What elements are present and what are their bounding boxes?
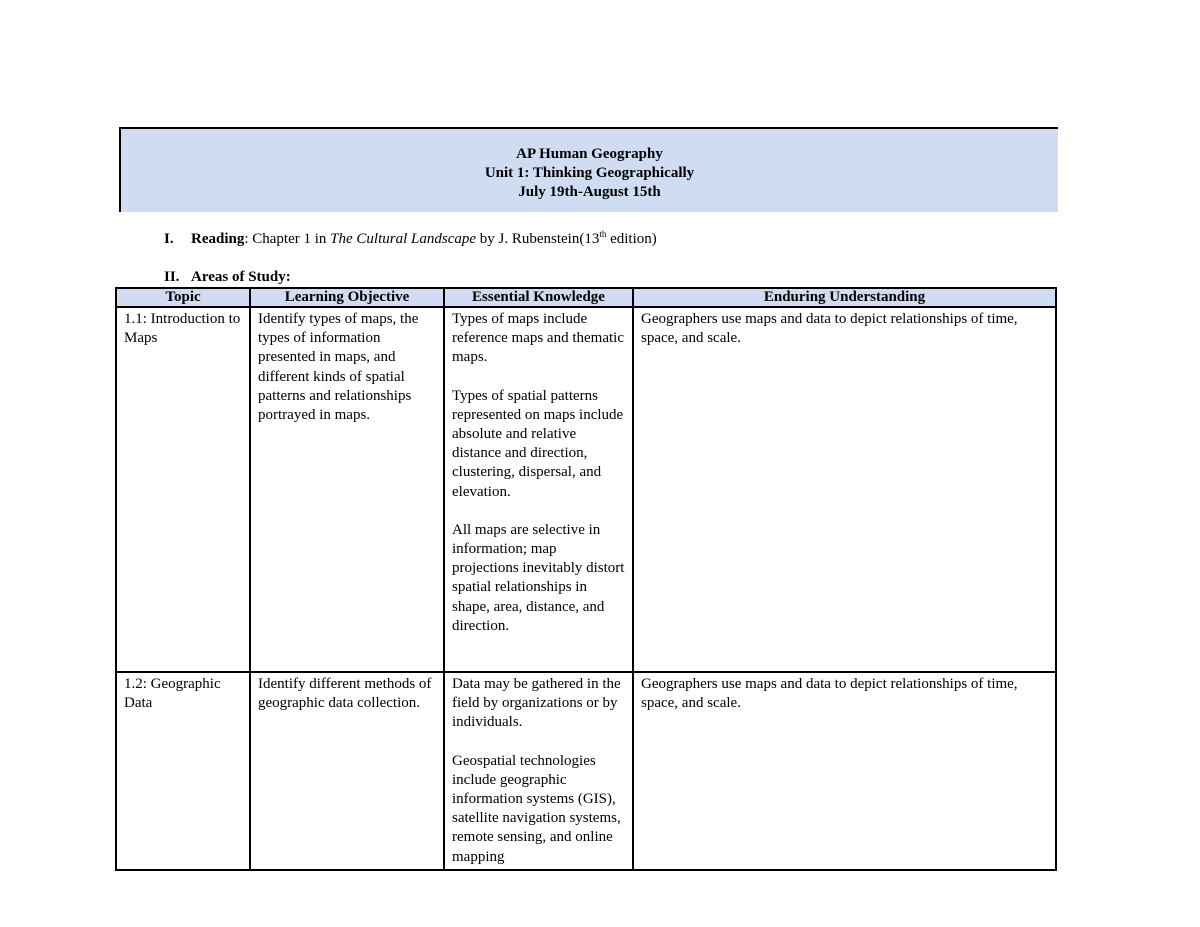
title-banner <box>119 127 1058 212</box>
cell-topic: 1.2: Geographic Data <box>116 672 250 870</box>
knowledge-paragraph: Geospatial technologies include geographic information systems (GIS), satellite navigation systems, remote sensing, and online mapping <box>452 752 621 865</box>
areas-of-study-table <box>115 287 1057 871</box>
header-essential-knowledge: Essential Knowledge <box>444 288 633 307</box>
unit-dates: July 19th-August 15th <box>518 184 661 200</box>
knowledge-paragraph: Types of maps include reference maps and thematic maps. <box>452 311 624 366</box>
header-learning-objective: Learning Objective <box>250 288 444 307</box>
table-row <box>116 672 1056 870</box>
reading-book-title: The Cultural Landscape <box>330 231 477 247</box>
areas-section <box>164 268 291 287</box>
reading-text-after: by J. Rubenstein(13 <box>476 231 600 247</box>
reading-label: Reading <box>191 231 245 247</box>
header-topic: Topic <box>116 288 250 307</box>
areas-label: Areas of Study: <box>191 269 291 285</box>
course-title: AP Human Geography <box>516 146 663 162</box>
reading-colon: : <box>244 231 249 247</box>
knowledge-paragraph: All maps are selective in information; map projections inevitably distort spatial relationships in shape, area, distance, and direction. <box>452 521 625 634</box>
knowledge-paragraph: Data may be gathered in the field by organizations or by individuals. <box>452 676 621 731</box>
cell-knowledge <box>444 672 633 870</box>
table-header-row <box>116 288 1056 307</box>
header-enduring-understanding: Enduring Understanding <box>633 288 1056 307</box>
reading-section <box>164 230 657 249</box>
reading-numeral: I. <box>164 231 174 247</box>
reading-superscript: th <box>599 229 607 239</box>
reading-text-end: edition) <box>606 231 657 247</box>
cell-knowledge <box>444 307 633 672</box>
knowledge-paragraph: Types of spatial patterns represented on maps include absolute and relative distance and direction, clustering, dispersal, and elevation. <box>452 387 624 500</box>
cell-objective: Identify different methods of geographic data collection. <box>250 672 444 870</box>
table-row <box>116 307 1056 672</box>
reading-text-before: Chapter 1 in <box>248 231 331 247</box>
cell-topic: 1.1: Introduction to Maps <box>116 307 250 672</box>
unit-title: Unit 1: Thinking Geographically <box>484 165 695 181</box>
cell-understanding: Geographers use maps and data to depict relationships of time, space, and scale. <box>633 307 1056 672</box>
cell-understanding: Geographers use maps and data to depict relationships of time, space, and scale. <box>633 672 1056 870</box>
cell-objective: Identify types of maps, the types of information presented in maps, and different kinds of spatial patterns and relationships portrayed in maps. <box>250 307 444 672</box>
areas-numeral: II. <box>164 269 180 285</box>
